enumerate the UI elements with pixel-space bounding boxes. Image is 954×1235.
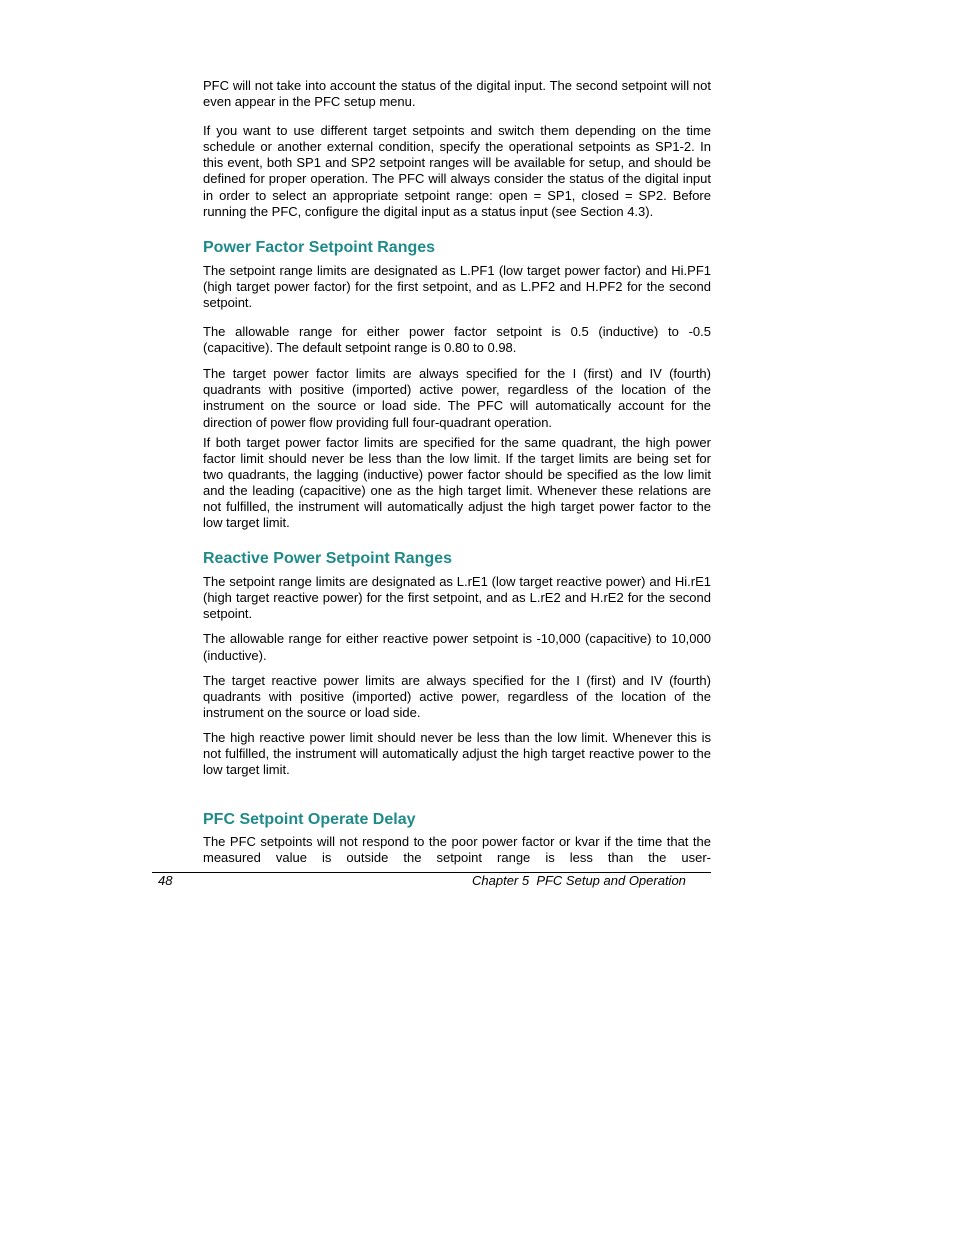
intro-paragraph-2: If you want to use different target setpoints and switch them depending on the time schedule or another external condition, specify the operational setpoints as SP1-2. In this event, both SP1 and SP2 setpoint ranges will be available for setup, and should be defined for proper operation. The PFC will always consider the status of the digital input in order to select an appropriate setpoint range: open = SP1, closed = SP2. Before running the PFC, configure the digital input as a status input (see Section 4.3).: [203, 123, 711, 219]
delay-paragraph: The PFC setpoints will not respond to the poor power factor or kvar if the time that the measured value is outside the setpoint range is less than the user-: [203, 834, 711, 866]
rp-paragraph-2: The allowable range for either reactive power setpoint is -10,000 (capacitive) to 10,000 (inductive).: [203, 631, 711, 663]
heading-power-factor-setpoint-ranges: Power Factor Setpoint Ranges: [203, 238, 436, 256]
page-body: [203, 78, 711, 778]
intro-paragraph-1: PFC will not take into account the status of the digital input. The second setpoint will not even appear in the PFC setup menu.: [203, 78, 711, 110]
rp-paragraph-1: The setpoint range limits are designated as L.rE1 (low target reactive power) and Hi.rE1 (high target reactive power) for the first setpoint, and as L.rE2 and H.rE2 for the second setpoint.: [203, 574, 711, 622]
delay-paragraph-clip: [203, 834, 711, 867]
chapter-title: Chapter 5 PFC Setup and Operation: [472, 873, 686, 888]
pf-paragraph-2: The allowable range for either power factor setpoint is 0.5 (inductive) to -0.5 (capacitive). The default setpoint range is 0.80 to 0.98.: [203, 324, 711, 356]
pf-paragraph-3: The target power factor limits are always specified for the I (first) and IV (fourth) quadrants with positive (imported) active power, regardless of the location of the instrument on the source or load side. The PFC will automatically account for the direction of power flow providing full four-quadrant operation.: [203, 366, 711, 430]
pf-paragraph-4: If both target power factor limits are specified for the same quadrant, the high power factor limit should never be less than the low limit. If the target limits are being set for two quadrants, the lagging (inductive) power factor should be specified as the low limit and the leading (capacitive) one as the high target limit. Whenever these relations are not fulfilled, the instrument will automatically adjust the high target power factor to the low target limit.: [203, 434, 711, 531]
heading-reactive-power-setpoint-ranges: Reactive Power Setpoint Ranges: [203, 550, 452, 568]
pf-paragraph-1: The setpoint range limits are designated as L.PF1 (low target power factor) and Hi.PF1 (high target power factor) for the first setpoint, and as L.PF2 and H.PF2 for the second setpoint.: [203, 262, 711, 310]
page-number: 48: [158, 873, 173, 888]
rp-paragraph-4: The high reactive power limit should never be less than the low limit. Whenever this is not fulfilled, the instrument will automatically adjust the high target reactive power to the low target limit.: [203, 729, 711, 778]
rp-paragraph-3: The target reactive power limits are always specified for the I (first) and IV (fourth) quadrants with positive (imported) active power, regardless of the location of the instrument on the source or load side.: [203, 672, 711, 720]
heading-pfc-setpoint-operate-delay: PFC Setpoint Operate Delay: [203, 811, 416, 828]
